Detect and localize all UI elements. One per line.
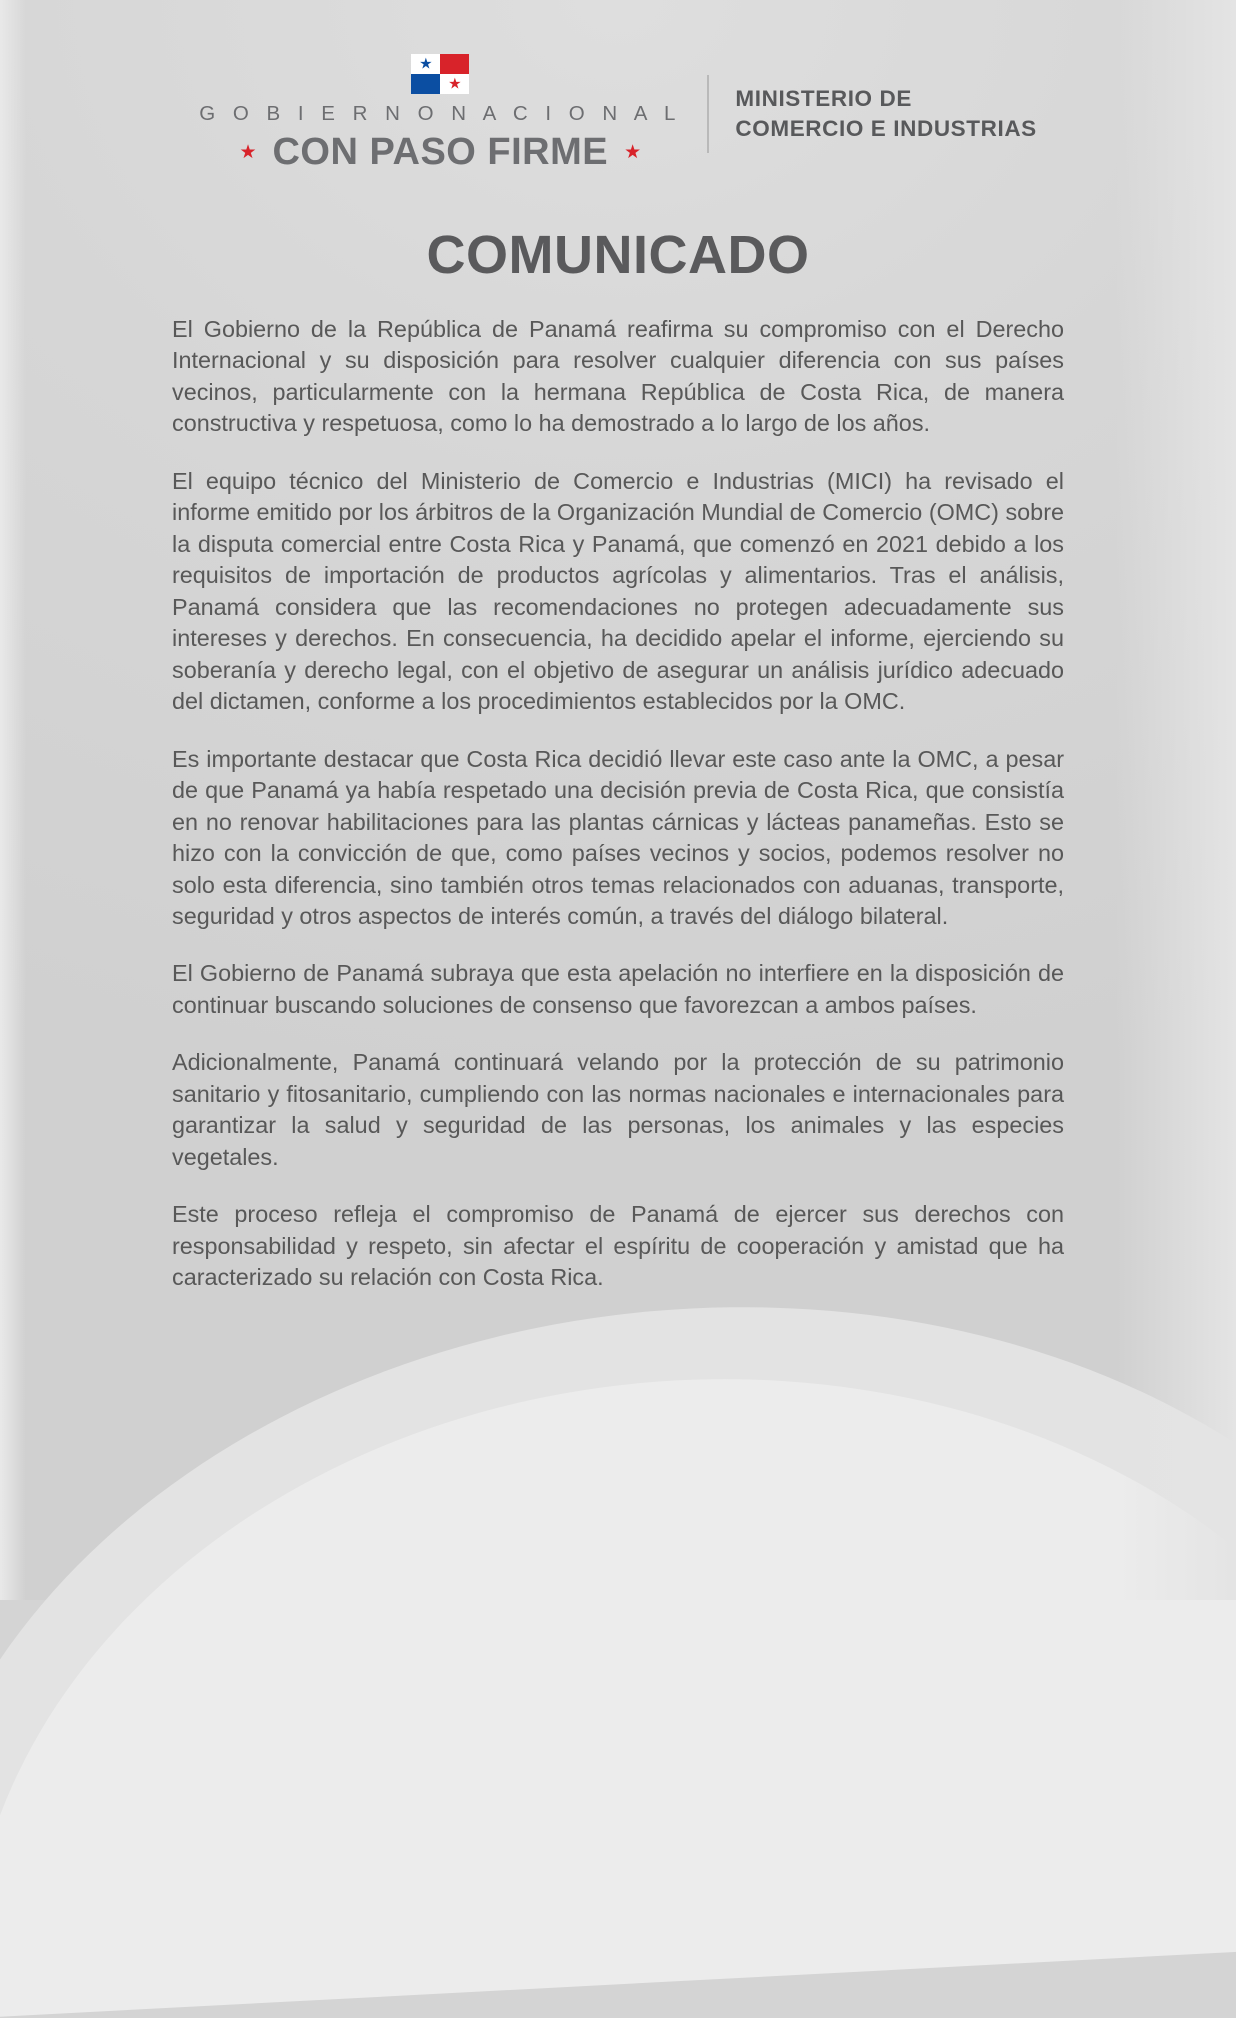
document-body xyxy=(172,314,1064,1294)
slogan-label: CON PASO FIRME xyxy=(272,131,609,173)
paragraph-2: El equipo técnico del Ministerio de Comercio e Industrias (MICI) ha revisado el informe emitido por los árbitros de la Organización Mundial de Comercio (OMC) sobre la disputa comercial entre Costa Rica y Panamá, que comenzó en 2021 debido a los requisitos de importación de productos agrícolas y alimentarios. Tras el análisis, Panamá considera que las recomendaciones no protegen adecuadamente sus intereses y derechos. En consecuencia, ha decidido apelar el informe, ejerciendo su soberanía y derecho legal, con el objetivo de asegurar un análisis jurídico adecuado del dictamen, conforme a los procedimientos establecidos por la OMC. xyxy=(172,467,1064,715)
panama-flag-icon xyxy=(411,54,469,94)
ministry-line-2: COMERCIO E INDUSTRIAS xyxy=(735,116,1037,141)
paragraph-5: Adicionalmente, Panamá continuará velando por la protección de su patrimonio sanitario y fitosanitario, cumpliendo con las normas nacionales e internacionales para garantizar la salud y seguridad de las personas, los animales y las especies vegetales. xyxy=(172,1049,1064,1170)
page-title: COMUNICADO xyxy=(426,225,810,285)
document-header xyxy=(0,0,1236,174)
ministry-name xyxy=(735,84,1036,143)
paragraph-6: Este proceso refleja el compromiso de Panamá de ejercer sus derechos con responsabilidad y respeto, sin afectar el espíritu de cooperación y amistad que ha caracterizado su relación con Costa Rica. xyxy=(172,1201,1064,1291)
paragraph-3: Es importante destacar que Costa Rica decidió llevar este caso ante la OMC, a pesar de que Panamá ya había respetado una decisión previa de Costa Rica, que consistía en no renovar habilitaciones para las plantas cárnicas y lácteas panameñas. Esto se hizo con la convicción de que, como países vecinos y socios, podemos resolver no solo esta diferencia, sino también otros temas relacionados con aduanas, transporte, seguridad y otros aspectos de interés común, a través del diálogo bilateral. xyxy=(172,745,1064,929)
government-logo xyxy=(199,54,707,174)
government-label: G O B I E R N O N A C I O N A L xyxy=(199,102,682,125)
paragraph-1: El Gobierno de la República de Panamá reafirma su compromiso con el Derecho Internacional y su disposición para resolver cualquier diferencia con sus países vecinos, particularmente con la hermana República de Costa Rica, de manera constructiva y respetuosa, como lo ha demostrado a lo largo de los años. xyxy=(172,316,1064,437)
star-left-icon: ★ xyxy=(239,142,257,163)
flag-blue-star-icon: ★ xyxy=(419,55,433,73)
header-divider xyxy=(707,75,709,153)
flag-red-star-icon: ★ xyxy=(448,75,462,93)
star-right-icon: ★ xyxy=(624,142,642,163)
slogan-row xyxy=(239,131,641,174)
ministry-line-1: MINISTERIO DE xyxy=(735,86,912,112)
paragraph-4: El Gobierno de Panamá subraya que esta apelación no interfiere en la disposición de continuar buscando soluciones de consenso que favorezcan a ambos países. xyxy=(172,960,1064,1018)
